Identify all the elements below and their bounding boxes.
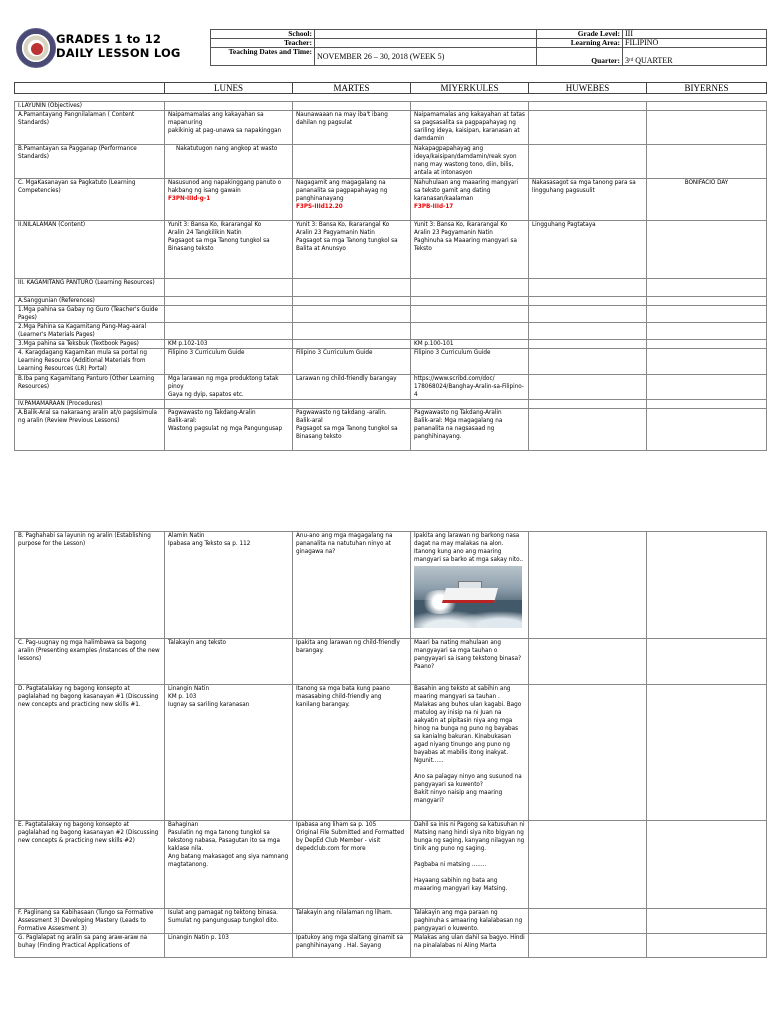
cell-text: Nakatutugon nang angkop at wasto (176, 145, 278, 152)
row-label: A.Balik-Aral sa nakaraang aralin at/o pagsisimula ng aralin (Review Previous Lessons) (15, 409, 165, 451)
day-cell (529, 400, 647, 409)
table-row (15, 639, 767, 685)
cell-text: Ipakita ang larawan ng barkong nasa dagat na may malakas na alon. Itanong kung ano ang maaring mangyari sa barko at mga sakay nito.. (414, 532, 524, 563)
day-cell (647, 349, 767, 375)
table-row (15, 349, 767, 375)
day-header-thursday: HUWEBES (529, 83, 647, 94)
school-label: School: (211, 30, 315, 39)
competency-code: F3PS-IIId12.20 (296, 203, 343, 210)
cell-text: Ipatukoy ang mga slaitang ginamit sa panghihinayang . Hal. Sayang (296, 934, 404, 949)
cell-text: Nahuhulaan ang maaaring mangyari sa teksto gamit ang dating karanasan/kaalaman (414, 179, 519, 202)
row-label: E. Pagtatalakay ng bagong konsepto at paglalahad ng bagong kasanayan #2 (Discussing new concepts & practicing new skills #2) (15, 821, 165, 909)
day-cell (165, 409, 293, 451)
school-value (315, 30, 537, 39)
row-label: G. Paglalapat ng aralin sa pang araw-araw na buhay (Finding Practical Applications of (15, 934, 165, 958)
day-cell (411, 221, 529, 279)
teacher-label: Teacher: (211, 39, 315, 48)
day-cell (165, 934, 293, 958)
day-cell (647, 639, 767, 685)
day-cell (411, 179, 529, 221)
day-cell (529, 145, 647, 179)
day-cell (529, 685, 647, 821)
row-label: 1.Mga pahina sa Gabay ng Guro (Teacher's Guide Pages) (15, 306, 165, 323)
cell-text: Malakas ang ulan dahil sa bagyo. Hindi na pinalalabas ni Aling Marta (414, 934, 525, 949)
cell-text: Yunit 3: Bansa Ko, Ikararangal Ko Aralin 23 Pagyamanin Natin Pagsagot sa mga Tanong tungkol sa Balita at Anunsyo (296, 221, 398, 252)
day-cell (411, 145, 529, 179)
cell-text: Nakasasagot sa mga tanong para sa lingguhang pagsusulit (532, 179, 636, 194)
row-label: 3.Mga pahina sa Teksbuk (Textbook Pages) (15, 340, 165, 349)
table-row (15, 145, 767, 179)
table-row (15, 409, 767, 451)
header-meta-table (210, 29, 767, 66)
day-cell (529, 532, 647, 639)
cell-text: https://www.scribd.com/doc/ 178068024/Banghay-Aralin-sa-Filipino-4 (414, 375, 524, 398)
cell-text: Ipabasa ang liham sa p. 105 Original File Submitted and Formatted by DepEd Club Member - visit depedclub.com for more (296, 821, 405, 852)
cell-text: Naipamamalas ang kakayahan sa mapanuring pakikinig at pag-unawa sa napakinggan (168, 111, 282, 134)
document-title (56, 32, 181, 60)
row-label: II.NILALAMAN (Content) (15, 221, 165, 279)
table-row (15, 400, 767, 409)
day-cell (529, 349, 647, 375)
day-cell (293, 909, 411, 934)
day-cell (647, 145, 767, 179)
day-cell (293, 409, 411, 451)
day-cell (165, 821, 293, 909)
day-cell (411, 400, 529, 409)
row-label: B.Pamantayan sa Pagganap (Performance Standards) (15, 145, 165, 179)
day-cell (411, 685, 529, 821)
table-row (15, 297, 767, 306)
day-cell (647, 934, 767, 958)
cell-text: Pagwawasto ng takdang -aralin. Balik-aral Pagsagot sa mga Tanong tungkol sa Binasang teksto (296, 409, 398, 440)
day-cell (165, 685, 293, 821)
day-cell (529, 111, 647, 145)
day-cell (293, 306, 411, 323)
cell-text: Lingguhang Pagtataya (532, 221, 596, 228)
cell-text: Mga larawan ng mga produktong tatak pinoy Gaya ng dyip, sapatos etc. (168, 375, 279, 398)
table-row (15, 306, 767, 323)
day-cell (411, 323, 529, 340)
cell-text: Nasusunod ang napakinggang panuto o hakbang ng isang gawain (168, 179, 282, 194)
day-cell (165, 400, 293, 409)
day-cell (293, 349, 411, 375)
day-cell (647, 279, 767, 297)
day-cell (647, 821, 767, 909)
day-cell (293, 323, 411, 340)
teaching-dates-label: Teaching Dates and Time: (211, 48, 315, 66)
row-label: C. MgaKasanayan sa Pagkatuto (Learning Competencies) (15, 179, 165, 221)
competency-code: F3PN-IIId-g-1 (168, 195, 211, 202)
table-row (15, 532, 767, 639)
cell-text: Linangin Natin p. 103 (168, 934, 229, 941)
day-cell (165, 306, 293, 323)
day-cell (411, 934, 529, 958)
cell-text: Pagwawasto ng Takdang-Aralin Balik-aral: Wastong pagsulat ng mga Pangungusap (168, 409, 283, 432)
row-label: C. Pag-uugnay ng mga halimbawa sa bagong aralin (Presenting examples /instances of the new lessons) (15, 639, 165, 685)
cell-text: Naipamamalas ang kakayahan at tatas sa pagsasalita sa pagpapahayag ng sariling ideya, kaisipan, karanasan at damdamin (414, 111, 525, 142)
table-row (15, 934, 767, 958)
cell-text: Bahaginan Pasulatin ng mga tanong tungkol sa tekstong nabasa, Pasagutan ito sa mga kaklase nila. Ang batang makasagot ang siya namnang magtatanong. (168, 821, 289, 868)
day-cell (647, 102, 767, 111)
deped-seal-icon (16, 28, 56, 68)
cell-text: KM p.100-101 (414, 340, 454, 347)
day-cell (293, 221, 411, 279)
cell-text: Dahil sa inis ni Pagong sa katusuhan ni Matsing nang hindi siya nito bigyan ng bunga ng saging, kanyang nilagyan ng tinik ang puno ng saging. Pagbaba ni matsing ........ Hayaang sabihin ng bata ang maaaring mangyari kay Matsing. (414, 821, 525, 892)
day-cell (411, 532, 529, 639)
day-cell (293, 934, 411, 958)
day-cell (411, 639, 529, 685)
day-cell (165, 349, 293, 375)
day-cell (411, 279, 529, 297)
day-cell (411, 340, 529, 349)
title-line-2: DAILY LESSON LOG (56, 46, 181, 60)
day-cell (411, 306, 529, 323)
table-row (15, 279, 767, 297)
learning-area-label: Learning Area: (537, 39, 623, 48)
grade-level-label: Grade Level: (537, 30, 623, 39)
day-cell (529, 102, 647, 111)
day-header-table (14, 82, 767, 94)
day-cell (647, 400, 767, 409)
day-cell (411, 349, 529, 375)
ship-in-storm-image (414, 566, 522, 628)
day-cell (411, 909, 529, 934)
day-cell (165, 111, 293, 145)
cell-text: Isulat ang pamagat ng tektong binasa. Sumulat ng pangungusap tungkol dito. (168, 909, 279, 924)
day-cell (411, 111, 529, 145)
day-cell (165, 102, 293, 111)
day-cell (293, 375, 411, 400)
day-cell (647, 297, 767, 306)
table-row (15, 179, 767, 221)
day-cell (529, 340, 647, 349)
day-cell (647, 409, 767, 451)
cell-text: Larawan ng child-friendly barangay (296, 375, 397, 382)
day-cell (411, 297, 529, 306)
day-cell (529, 639, 647, 685)
day-cell (529, 221, 647, 279)
table-row (15, 375, 767, 400)
day-cell (529, 375, 647, 400)
table-row (15, 685, 767, 821)
day-cell (293, 102, 411, 111)
table-row (15, 340, 767, 349)
row-label: A.Sanggunian (References) (15, 297, 165, 306)
lesson-table-page-2 (14, 531, 767, 958)
day-cell (293, 821, 411, 909)
day-cell (529, 934, 647, 958)
title-line-1: GRADES 1 to 12 (56, 32, 162, 46)
day-cell (165, 909, 293, 934)
day-cell (647, 221, 767, 279)
row-label: F. Paglinang sa Kabihasaan (Tungo sa Formative Assessment 3) Developing Mastery (Leads to Formative Assesment 3) (15, 909, 165, 934)
cell-text: Pagwawasto ng Takdang-Aralin Balik-aral: Mga magagalang na pananalita na nagsasaad ng panghihinayang. (414, 409, 503, 440)
day-cell (647, 685, 767, 821)
day-cell (165, 340, 293, 349)
teacher-value (315, 39, 537, 48)
day-cell (411, 102, 529, 111)
table-row (15, 221, 767, 279)
cell-text: Filipino 3 Curriculum Guide (414, 349, 491, 356)
cell-text: Nakapagpapahayag ang ideya/kaisipan/damdamin/reak syon nang may wastong tono, diin, bilis, antala at intonasyon (414, 145, 517, 176)
cell-text: Talakayin ang nilalaman ng liham. (296, 909, 393, 916)
cell-text: Itanong sa mga bata kung paano masasabing child-friendly ang kanilang barangay. (296, 685, 390, 708)
day-cell (165, 179, 293, 221)
day-cell (293, 145, 411, 179)
cell-text: Anu-ano ang mga magagalang na pananalita na natutuhan ninyo at ginagawa na? (296, 532, 393, 555)
day-cell (647, 179, 767, 221)
row-label: D. Pagtatalakay ng bagong konsepto at paglalahad ng bagong kasanayan #1 (Discussing new concepts and practicing new skills #1. (15, 685, 165, 821)
day-cell (293, 279, 411, 297)
day-cell (411, 821, 529, 909)
row-label: I.LAYUNIN (Objectives) (15, 102, 165, 111)
day-cell (529, 306, 647, 323)
day-header-monday: LUNES (165, 83, 293, 94)
cell-text: KM p.102-103 (168, 340, 208, 347)
day-cell (529, 323, 647, 340)
day-cell (165, 375, 293, 400)
table-row (15, 821, 767, 909)
row-label: III. KAGAMITANG PANTURO (Learning Resources) (15, 279, 165, 297)
lesson-log-page-2 (14, 531, 765, 958)
quarter-value: 3ʳᵈ QUARTER (623, 48, 767, 66)
day-cell (647, 323, 767, 340)
table-row (15, 909, 767, 934)
cell-text: Talakayin ang mga paraan ng paghinuha s amaaring kalalabasan ng pangyayari o kuwento. (414, 909, 523, 932)
row-label: 2.Mga Pahina sa Kagamitang Pang-Mag-aaral (Learner's Materials Pages) (15, 323, 165, 340)
day-header-tuesday: MARTES (293, 83, 411, 94)
day-cell (647, 111, 767, 145)
row-label: B.Iba pang Kagamitang Panturo (Other Learning Resources) (15, 375, 165, 400)
table-row (15, 111, 767, 145)
day-header-blank (15, 83, 165, 94)
row-label: IV.PAMAMARAAN (Procedures) (15, 400, 165, 409)
day-cell (293, 639, 411, 685)
document-header (14, 27, 765, 72)
cell-text: Talakayin ang teksto (168, 639, 226, 646)
day-cell (529, 279, 647, 297)
row-label: 4. Karagdagang Kagamitan mula sa portal ng Learning Resource (Additional Materials from Learning Resources (LR) Portal) (15, 349, 165, 375)
cell-text: BONIFACIO DAY (684, 179, 729, 186)
day-cell (411, 409, 529, 451)
day-cell (647, 375, 767, 400)
lesson-log-page-1 (14, 27, 765, 451)
teaching-dates-value: NOVEMBER 26 – 30, 2018 (WEEK 5) (315, 48, 537, 66)
table-row (15, 102, 767, 111)
cell-text: Basahin ang teksto at sabihin ang maaring mangyari sa tauhan . Malakas ang buhos ulan kagabi. Bago matulog ay inisip na ni Juan na aakyatin at pipitasin niya ang mga hinog na bunga ng puno ng bayabas sa kanialng bakuran. Kinabukasan agad niyang tinungo ang puno ng bayabas at mabilis itong inakyat. Ngunit...... Ano sa palagay ninyo ang susunod na pangyayari sa kuwento? Bakit ninyo naisip ang maaring mangyari? (414, 685, 522, 804)
day-cell (165, 532, 293, 639)
cell-text: Filipino 3 Curriculum Guide (296, 349, 373, 356)
cell-text: Alamin Natin Ipabasa ang Teksto sa p. 112 (168, 532, 251, 547)
day-cell (165, 297, 293, 306)
cell-text: Linangin Natin KM p. 103 Iugnay sa sariling karanasan (168, 685, 250, 708)
cell-text: Yunit 3: Bansa Ko, Ikararangal Ko Aralin 24 Tangkilikin Natin Pagsagot sa mga Tanong tungkol sa Binasang teksto (168, 221, 270, 252)
cell-text: Maari ba nating mahulaan ang mangyayari sa mga tauhan o pangyayari sa isang tekstong binasa? Paano? (414, 639, 522, 670)
day-cell (529, 821, 647, 909)
day-cell (529, 909, 647, 934)
row-label: B. Paghahabi sa layunin ng aralin (Establishing purpose for the Lesson) (15, 532, 165, 639)
learning-area-value: FILIPINO (623, 39, 767, 48)
day-cell (293, 400, 411, 409)
competency-code: F3PB-IIId-17 (414, 203, 454, 210)
day-header-friday: BIYERNES (647, 83, 767, 94)
day-cell (293, 532, 411, 639)
day-cell (293, 111, 411, 145)
day-cell (165, 279, 293, 297)
day-cell (293, 297, 411, 306)
cell-text: Ipakita ang larawan ng child-friendly barangay. (296, 639, 400, 654)
day-cell (529, 409, 647, 451)
day-header-wednesday: MIYERKULES (411, 83, 529, 94)
day-cell (165, 639, 293, 685)
day-cell (529, 179, 647, 221)
cell-text: Yunit 3: Bansa Ko, Ikararangal Ko Aralin 23 Pagyamanin Natin Paghinuha sa Maaaring mangyari sa Teksto (414, 221, 517, 252)
day-cell (293, 179, 411, 221)
quarter-label: Quarter: (537, 48, 623, 66)
table-row (15, 323, 767, 340)
day-cell (293, 685, 411, 821)
day-cell (293, 340, 411, 349)
day-cell (647, 909, 767, 934)
day-header-row (15, 83, 767, 94)
day-cell (647, 532, 767, 639)
cell-text: Naunawaaan na may iba't ibang dahilan ng pagsulat (296, 111, 388, 126)
day-cell (529, 297, 647, 306)
day-cell (165, 323, 293, 340)
grade-level-value: III (623, 30, 767, 39)
cell-text: Nagagamit ang magagalang na pananalita sa pagpapahayag ng panghinanayang (296, 179, 388, 202)
day-cell (165, 221, 293, 279)
day-cell (647, 306, 767, 323)
lesson-table-page-1 (14, 101, 767, 451)
day-cell (647, 340, 767, 349)
cell-text: Filipino 3 Curriculum Guide (168, 349, 245, 356)
day-cell (411, 375, 529, 400)
day-cell (165, 145, 293, 179)
row-label: A.Pamantayang Pangnilalaman ( Content Standards) (15, 111, 165, 145)
